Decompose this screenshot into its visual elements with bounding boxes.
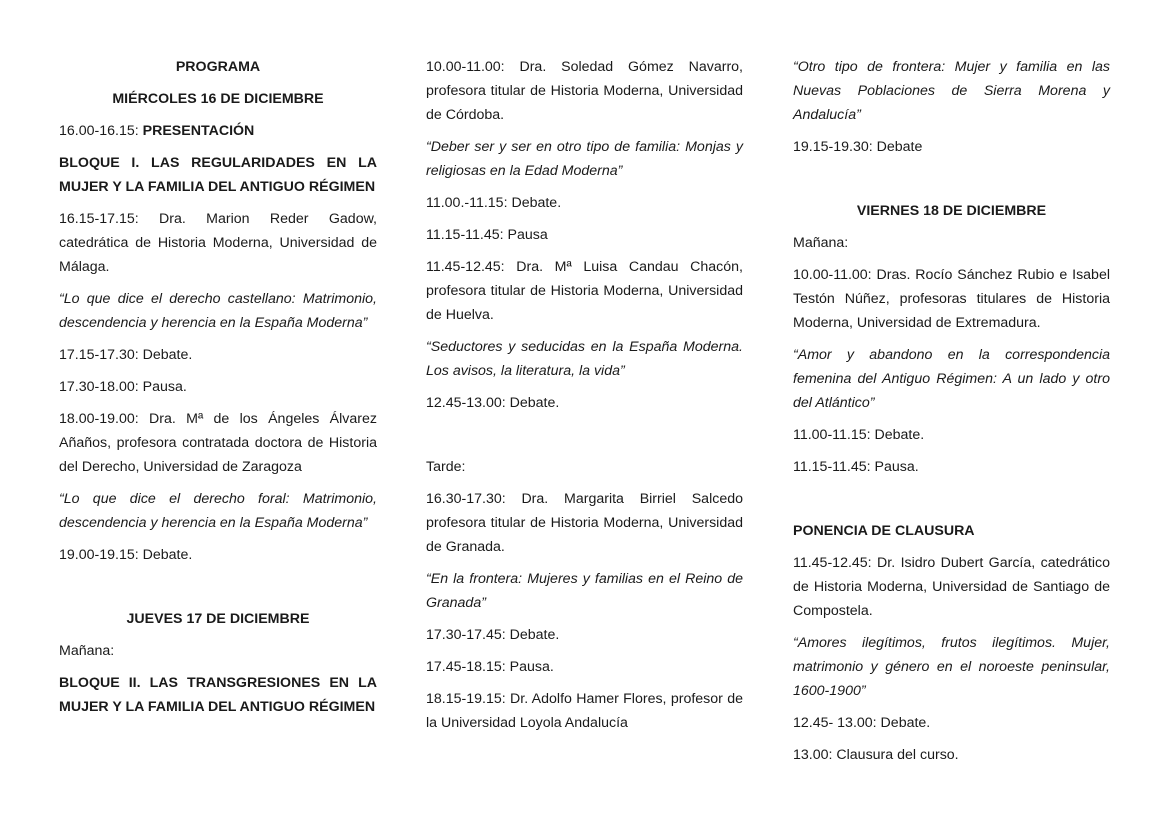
- talk-title: “Seductores y seducidas en la España Moderna. Los avisos, la literatura, la vida”: [426, 339, 743, 379]
- session-entry: 18.00-19.00: Dra. Mª de los Ángeles Álvarez Añaños, profesora contratada doctora de Historia del Derecho, Universidad de Zaragoza: [59, 411, 377, 475]
- presentation-time: 16.00-16.15:: [59, 123, 143, 139]
- session-entry: 11.00-11.15: Debate.: [793, 427, 925, 443]
- morning-label: Mañana:: [793, 235, 849, 251]
- spacer: [426, 423, 743, 455]
- talk-title: “Amores ilegítimos, frutos ilegítimos. Mujer, matrimonio y género en el noroeste peninsular, 1600-1900”: [793, 635, 1110, 699]
- day-heading-friday: VIERNES 18 DE DICIEMBRE: [856, 203, 1047, 219]
- talk-title: “Lo que dice el derecho castellano: Matrimonio, descendencia y herencia en la España Moderna”: [59, 291, 377, 331]
- session-entry: 17.15-17.30: Debate.: [59, 347, 193, 363]
- session-entry: 11.15-11.45: Pausa: [426, 227, 548, 243]
- session-entry: 17.45-18.15: Pausa.: [426, 659, 554, 675]
- column-3: [793, 55, 1110, 775]
- presentation-line: [59, 119, 377, 143]
- session-entry: 12.45- 13.00: Debate.: [793, 715, 931, 731]
- talk-title: “Otro tipo de frontera: Mujer y familia en las Nuevas Poblaciones de Sierra Morena y Andalucía”: [793, 59, 1110, 123]
- session-entry: 17.30-17.45: Debate.: [426, 627, 560, 643]
- day-heading-thursday: JUEVES 17 DE DICIEMBRE: [126, 611, 310, 627]
- morning-label: Mañana:: [59, 643, 115, 659]
- spacer: [793, 487, 1110, 519]
- afternoon-label: Tarde:: [426, 459, 466, 475]
- session-entry: 11.45-12.45: Dra. Mª Luisa Candau Chacón, profesora titular de Historia Moderna, Universidad de Huelva.: [426, 259, 743, 323]
- spacer: [793, 167, 1110, 199]
- session-entry: 19.15-19.30: Debate: [793, 139, 923, 155]
- session-entry: 18.15-19.15: Dr. Adolfo Hamer Flores, profesor de la Universidad Loyola Andalucía: [426, 691, 743, 731]
- program-title: PROGRAMA: [175, 59, 261, 75]
- column-1: [59, 55, 377, 727]
- session-entry: 17.30-18.00: Pausa.: [59, 379, 187, 395]
- session-entry: 10.00-11.00: Dra. Soledad Gómez Navarro, profesora titular de Historia Moderna, Universidad de Córdoba.: [426, 59, 743, 123]
- session-entry: 16.15-17.15: Dra. Marion Reder Gadow, catedrática de Historia Moderna, Universidad de Málaga.: [59, 211, 377, 275]
- session-entry: 10.00-11.00: Dras. Rocío Sánchez Rubio e Isabel Testón Núñez, profesoras titulares de Historia Moderna, Universidad de Extremadura.: [793, 267, 1110, 331]
- column-2: [426, 55, 743, 743]
- session-entry: 11.45-12.45: Dr. Isidro Dubert García, catedrático de Historia Moderna, Universidad de Santiago de Compostela.: [793, 555, 1110, 619]
- session-entry: 12.45-13.00: Debate.: [426, 395, 560, 411]
- day-heading-wednesday: MIÉRCOLES 16 DE DICIEMBRE: [112, 91, 324, 107]
- session-entry: 11.15-11.45: Pausa.: [793, 459, 919, 475]
- talk-title: “En la frontera: Mujeres y familias en el Reino de Granada”: [426, 571, 743, 611]
- session-entry: 13.00: Clausura del curso.: [793, 747, 959, 763]
- spacer: [59, 575, 377, 607]
- block-1-heading: BLOQUE I. LAS REGULARIDADES EN LA MUJER Y LA FAMILIA DEL ANTIGUO RÉGIMEN: [59, 155, 377, 195]
- talk-title: “Lo que dice el derecho foral: Matrimonio, descendencia y herencia en la España Moderna”: [59, 491, 377, 531]
- block-2-heading: BLOQUE II. LAS TRANSGRESIONES EN LA MUJER Y LA FAMILIA DEL ANTIGUO RÉGIMEN: [59, 675, 377, 715]
- session-entry: 19.00-19.15: Debate.: [59, 547, 193, 563]
- talk-title: “Deber ser y ser en otro tipo de familia: Monjas y religiosas en la Edad Moderna”: [426, 139, 743, 179]
- session-entry: 11.00.-11.15: Debate.: [426, 195, 562, 211]
- talk-title: “Amor y abandono en la correspondencia femenina del Antiguo Régimen: A un lado y otro del Atlántico”: [793, 347, 1110, 411]
- closing-lecture-heading: PONENCIA DE CLAUSURA: [793, 523, 975, 539]
- session-entry: 16.30-17.30: Dra. Margarita Birriel Salcedo profesora titular de Historia Moderna, Universidad de Granada.: [426, 491, 743, 555]
- presentation-label: PRESENTACIÓN: [142, 123, 255, 139]
